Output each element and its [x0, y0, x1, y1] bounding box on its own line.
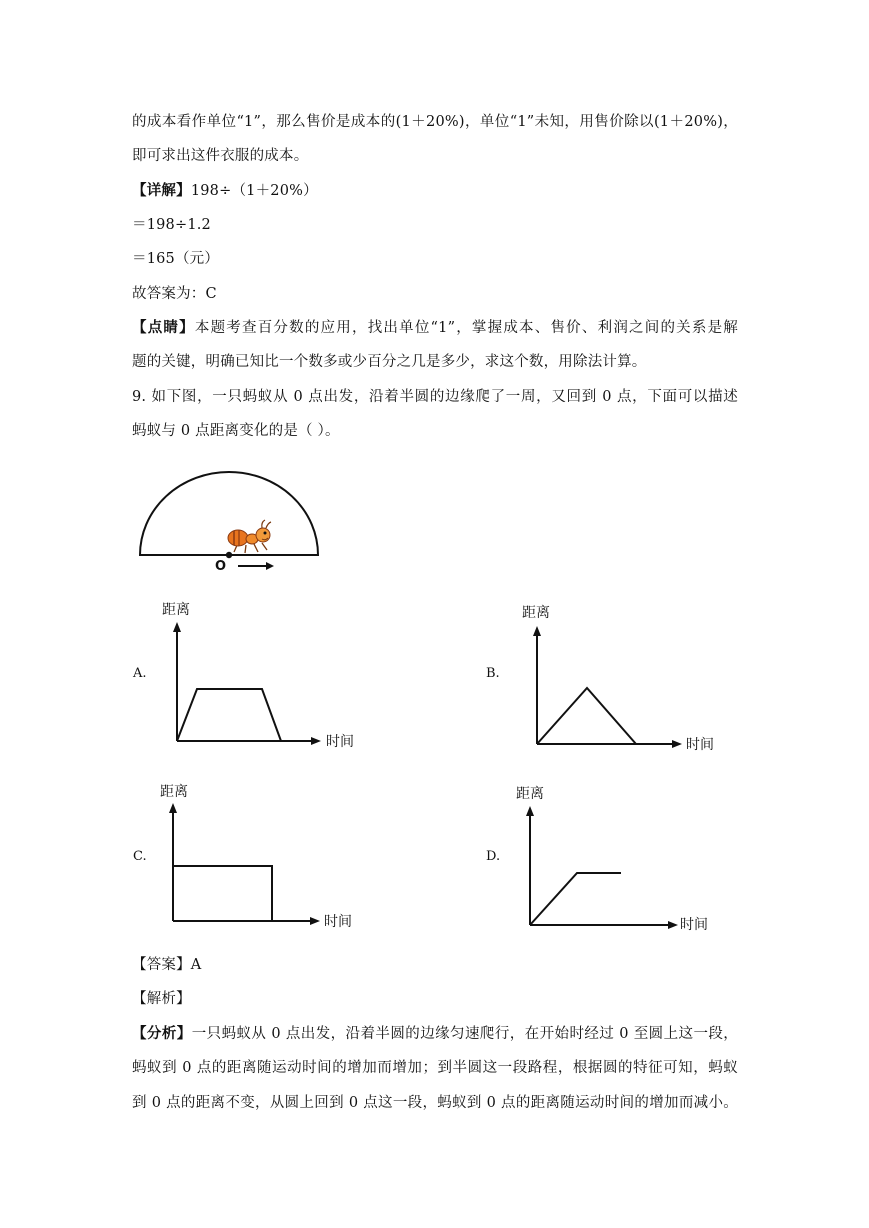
question-line-1: 9. 如下图，一只蚂蚁从 0 点出发，沿着半圆的边缘爬了一周，又回到 0 点，下面可以描述	[132, 389, 738, 405]
solution-line-2: 即可求出这件衣服的成本。	[132, 148, 309, 164]
analysis-line-2: 蚂蚁到 0 点的距离随运动时间的增加而增加；到半圆这一段路程，根据圆的特征可知，蚂蚁	[132, 1060, 738, 1076]
answer-line: 【答案】A	[132, 957, 202, 973]
answer-statement: 故答案为：C	[132, 286, 217, 302]
option-d-label: D.	[486, 849, 501, 864]
detail-label: 【详解】	[132, 182, 191, 199]
calc-line-1: ＝198÷1.2	[132, 217, 211, 233]
question-line-2: 蚂蚁与 0 点距离变化的是（ ）。	[132, 423, 340, 439]
graph-d-x-label: 时间	[680, 917, 708, 933]
analysis-heading: 【解析】	[132, 991, 191, 1007]
graph-c-y-label: 距离	[160, 784, 188, 800]
graph-a-y-label: 距离	[162, 602, 190, 618]
graph-b-x-label: 时间	[686, 737, 714, 753]
option-c-label: C.	[133, 849, 147, 864]
comment-label: 【点睛】	[132, 319, 195, 336]
comment-line-2: 题的关键，明确已知比一个数多或少百分之几是多少，求这个数，用除法计算。	[132, 354, 647, 370]
comment-text: 本题考查百分数的应用，找出单位“1”，掌握成本、售价、利润之间的关系是解	[194, 320, 738, 336]
graph-b-y-label: 距离	[522, 605, 550, 621]
analysis-label: 【分析】	[132, 1025, 192, 1042]
solution-line-1: 的成本看作单位“1”，那么售价是成本的(1＋20%)，单位“1”未知，用售价除以(1＋20%)，	[132, 114, 738, 130]
calc-line-2: ＝165（元）	[132, 251, 220, 267]
graph-d-y-label: 距离	[516, 786, 544, 802]
detail-expression: 198÷（1＋20%）	[190, 183, 318, 199]
origin-label: O	[215, 559, 227, 574]
option-a-label: A.	[133, 666, 147, 681]
option-b-label: B.	[486, 666, 500, 681]
analysis-line-3: 到 0 点的距离不变，从圆上回到 0 点这一段，蚂蚁到 0 点的距离随运动时间的增加而减小。	[132, 1095, 738, 1111]
graph-a-x-label: 时间	[326, 734, 354, 750]
graph-c-x-label: 时间	[324, 914, 352, 930]
analysis-text-1: 一只蚂蚁从 0 点出发，沿着半圆的边缘匀速爬行，在开始时经过 0 至圆上这一段，	[191, 1026, 738, 1042]
analysis-line-1	[132, 1024, 738, 1044]
